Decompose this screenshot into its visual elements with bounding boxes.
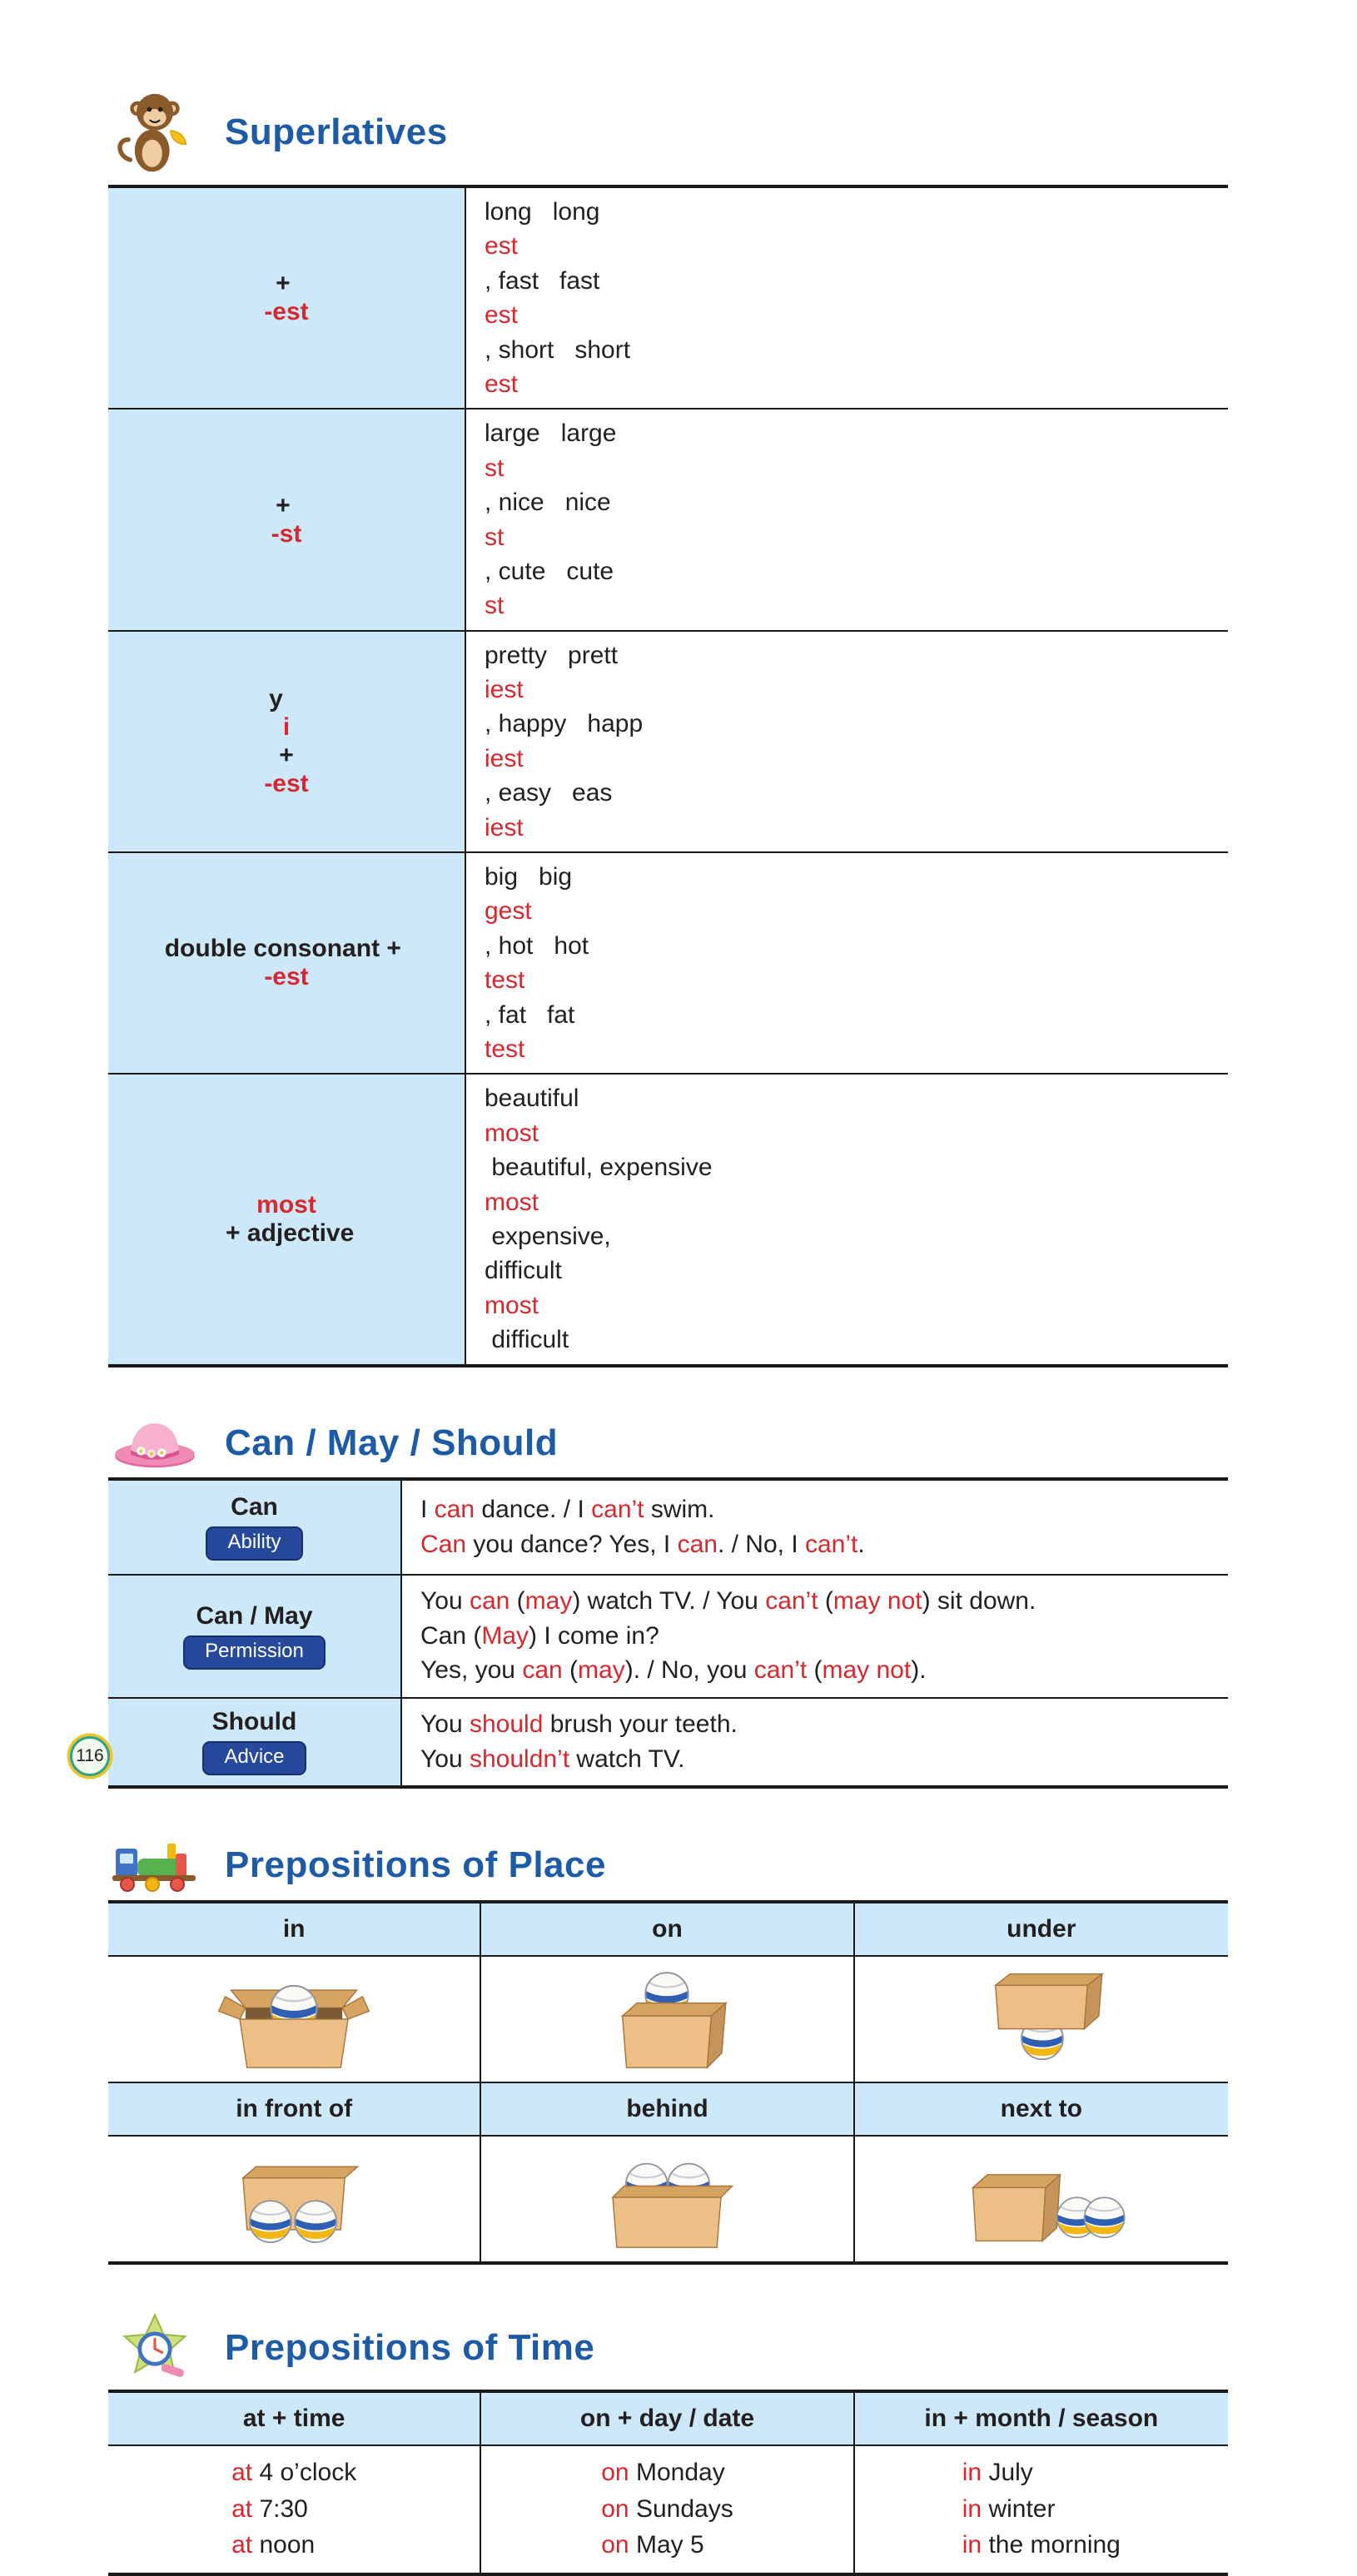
time-examples-at (108, 2446, 481, 2573)
example-line: Can you dance? Yes, I can. / No, I can’t. (420, 1530, 865, 1558)
example-cell: beautiful most beautiful, expensive most expensive, difficult most difficult (485, 1085, 733, 1354)
example-line: on May 5 (601, 2531, 704, 2559)
place-header: under (855, 1903, 1228, 1955)
example-cell: long long est , fast fast est , short short est (485, 198, 631, 398)
modal-name: Should (211, 1708, 297, 1736)
modals-table (108, 1477, 1228, 1789)
clock-star-icon (108, 2313, 201, 2383)
example-line: I can dance. / I can’t swim. (420, 1496, 715, 1524)
page-number-badge (70, 1736, 110, 1776)
table-row (108, 1073, 1228, 1363)
time-header: in + month / season (855, 2393, 1228, 2444)
example-line: at 4 o’clock (231, 2459, 357, 2487)
table-row (108, 2444, 1228, 2573)
time-header: on + day / date (481, 2393, 854, 2444)
time-table (108, 2390, 1228, 2576)
modal-name: Can (231, 1493, 278, 1521)
prepositions-of-time-section (108, 2313, 1228, 2576)
balls-behind-box-image (481, 2137, 854, 2261)
ability-badge: Ability (206, 1526, 302, 1560)
place-header: on (481, 1903, 854, 1955)
place-header: behind (481, 2083, 854, 2135)
table-row (108, 1574, 1228, 1697)
hat-icon (108, 1416, 201, 1471)
table-row (108, 1903, 1228, 1955)
table-row (108, 2135, 1228, 2261)
place-header: next to (855, 2083, 1228, 2135)
page-title: Prepositions of Time (225, 2326, 595, 2368)
table-row (108, 188, 1228, 408)
example-line: Can (May) I come in? (420, 1621, 659, 1650)
place-header: in (108, 1903, 481, 1955)
example-line: in July (962, 2459, 1033, 2487)
example-line: in winter (962, 2494, 1056, 2523)
advice-badge: Advice (202, 1741, 306, 1774)
modal-label-cell (108, 1576, 402, 1697)
example-line: You should brush your teeth. (420, 1710, 738, 1739)
modals-section (108, 1416, 1228, 1789)
modal-label-cell (108, 1481, 402, 1574)
superlatives-heading (108, 87, 1228, 178)
table-row (108, 1697, 1228, 1785)
page-number: 116 (76, 1746, 104, 1765)
example-cell (402, 1481, 1228, 1574)
superlatives-table (108, 185, 1228, 1367)
modal-name: Can / May (196, 1602, 313, 1630)
example-line: at noon (231, 2531, 316, 2559)
superlatives-section (108, 87, 1228, 1367)
ball-on-box-image (481, 1957, 854, 2082)
table-row (108, 408, 1228, 629)
table-row (108, 2082, 1228, 2135)
rule-cell: + -st (108, 409, 466, 629)
balls-in-front-of-box-image (108, 2137, 481, 2261)
example-line: at 7:30 (231, 2494, 308, 2523)
rule-cell: double consonant + -est (108, 853, 466, 1073)
example-cell: pretty prett iest , happy happ iest , easy eas iest (485, 641, 644, 841)
example-line: You can (may) watch TV. / You can’t (may not) sit down. (420, 1587, 1036, 1616)
modals-heading (108, 1416, 1228, 1471)
rule-cell: + -est (108, 188, 466, 408)
train-icon (108, 1837, 201, 1894)
prepositions-of-place-section (108, 1837, 1228, 2265)
example-line: on Sundays (601, 2494, 733, 2523)
place-heading (108, 1837, 1228, 1894)
time-examples-in (855, 2446, 1228, 2573)
permission-badge: Permission (183, 1635, 326, 1669)
table-row (108, 851, 1228, 1073)
page-title: Prepositions of Place (225, 1844, 606, 1885)
rule-cell: y i + -est (108, 632, 466, 851)
example-cell (402, 1699, 1228, 1785)
balls-next-to-box-image (855, 2137, 1228, 2261)
example-cell: large large st , nice nice st , cute cute st (485, 419, 617, 620)
page-title: Can / May / Should (225, 1422, 559, 1463)
example-line: in the morning (962, 2531, 1121, 2559)
ball-under-box-image (855, 1957, 1228, 2082)
example-line: on Monday (601, 2459, 725, 2487)
place-table (108, 1900, 1228, 2265)
time-heading (108, 2313, 1228, 2383)
page-title: Superlatives (225, 112, 448, 152)
example-cell (402, 1576, 1228, 1697)
time-examples-on (481, 2446, 854, 2573)
table-row (108, 630, 1228, 851)
modal-label-cell (108, 1699, 402, 1785)
example-line: You shouldn’t watch TV. (420, 1745, 685, 1773)
ball-in-open-box-image (108, 1957, 481, 2082)
place-header: in front of (108, 2083, 481, 2135)
rule-cell: most + adjective (108, 1075, 466, 1363)
example-line: Yes, you can (may). / No, you can’t (may not). (420, 1656, 927, 1685)
monkey-icon (108, 87, 201, 178)
table-row (108, 1481, 1228, 1574)
time-header: at + time (108, 2393, 481, 2444)
example-cell: big big gest , hot hot test , fat fat test (485, 863, 589, 1063)
table-row (108, 1955, 1228, 2082)
table-row (108, 2393, 1228, 2444)
